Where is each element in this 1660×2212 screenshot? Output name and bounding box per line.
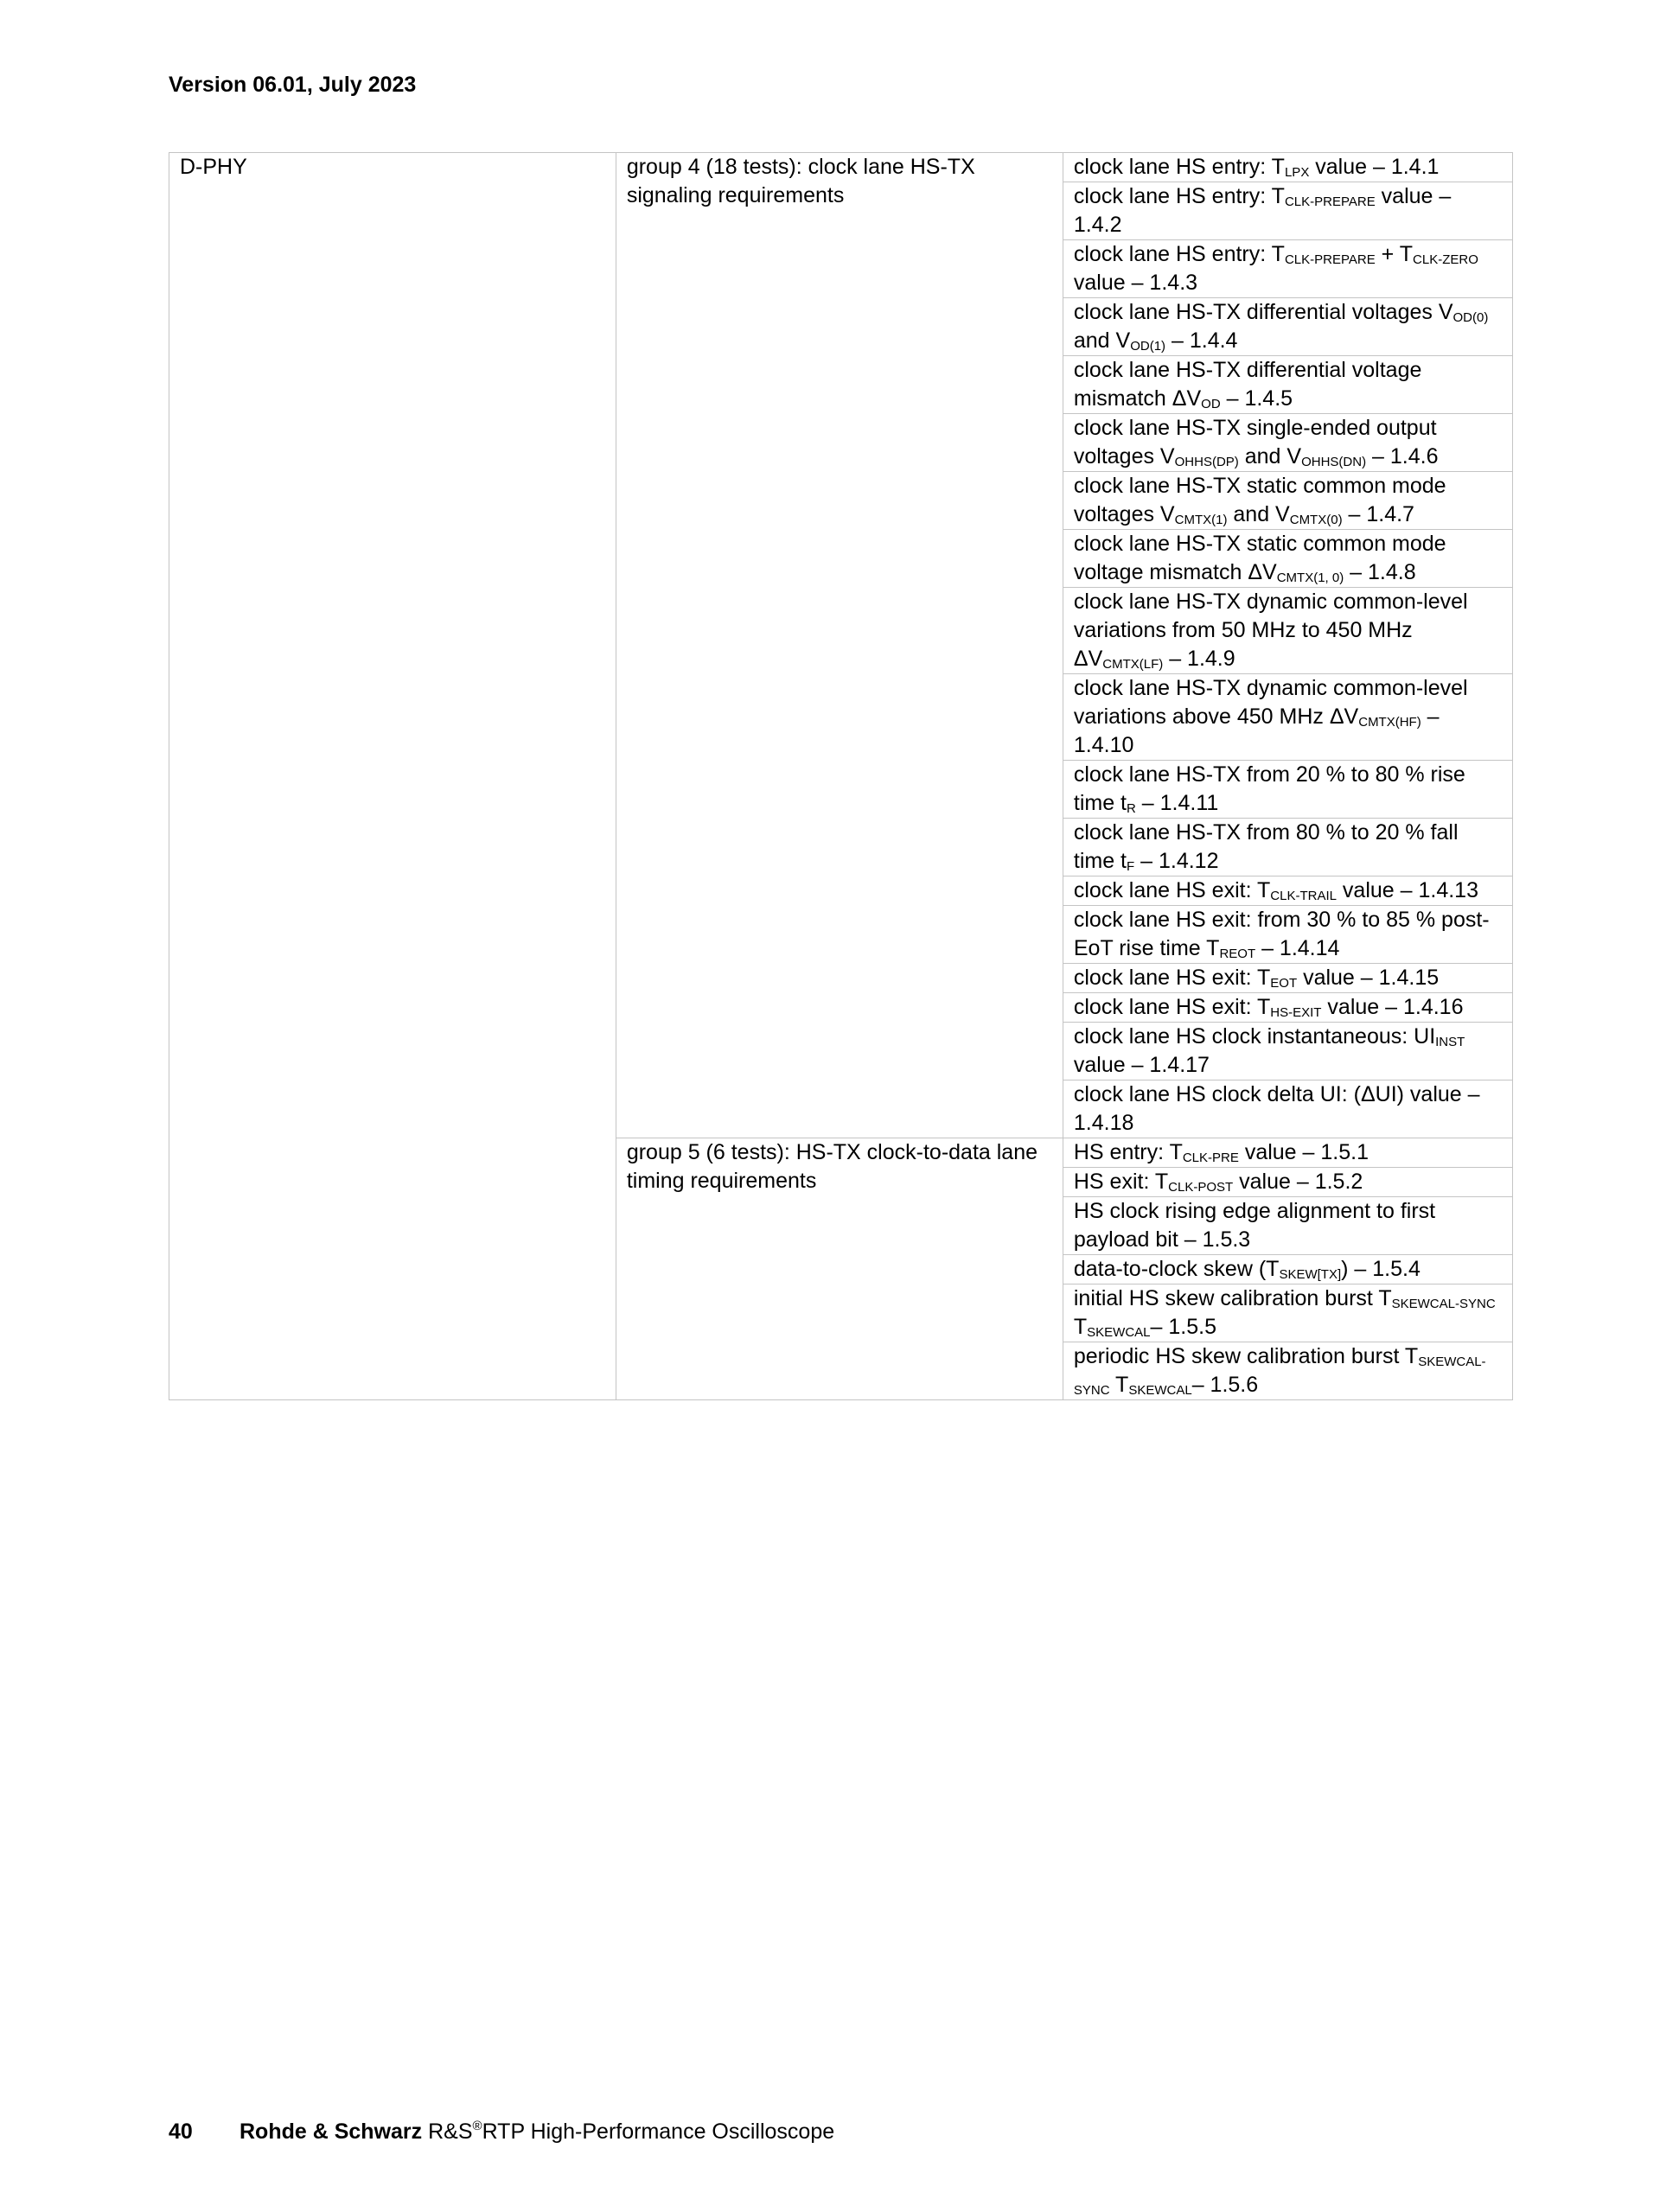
test-cell: clock lane HS clock delta UI: (ΔUI) value – 1.4.18 [1063,1081,1512,1138]
subscript: CLK-ZERO [1413,252,1478,267]
subscript: OD [1201,397,1221,411]
subscript: REOT [1219,947,1256,961]
subscript: CLK-PREPARE [1284,252,1376,267]
test-cell: clock lane HS-TX differential voltages $V_{OD(0)}$ and $V_{OD(1)} - 1.4.4$ [1063,298,1512,356]
subscript: OD(0) [1452,310,1489,325]
test-cell: HS clock rising edge alignment to first payload bit – 1.5.3 [1063,1197,1512,1255]
subscript: CMTX(LF) [1102,657,1164,672]
subscript: OHHS(DN) [1301,455,1367,469]
test-cell: clock lane HS entry: $T_{CLK-PREPARE}$ value – 1.4.2 [1063,182,1512,240]
subscript: OHHS(DP) [1174,455,1239,469]
subscript: HS-EXIT [1270,1005,1322,1020]
spec-table [169,152,1513,1400]
test-cell: clock lane HS-TX dynamic common-level variations from 50 MHz to 450 MHz $\Delta V_{CMTX(LF)} - 1.4.9$ [1063,588,1512,674]
footer-product-prefix: R&S [422,2120,473,2144]
test-cell: clock lane HS exit: $T_{HS-EXIT}$ value – 1.4.16 [1063,993,1512,1023]
subscript: CMTX(1, 0) [1276,571,1344,585]
subscript: CLK-PREPARE [1284,194,1376,209]
test-cell: clock lane HS clock instantaneous: $UI_{INST}$ value – 1.4.17 [1063,1023,1512,1081]
subscript: SKEW[TX] [1279,1267,1342,1282]
category-cell: D-PHY [169,153,616,1400]
subscript: CLK-POST [1168,1180,1234,1195]
subscript: CLK-TRAIL [1270,889,1337,903]
test-cell: clock lane HS entry: $T_{CLK-PREPARE} + T_{CLK-ZERO}$ value – 1.4.3 [1063,240,1512,298]
group-cell: group 5 (6 tests): HS-TX clock-to-data lane timing requirements [616,1138,1063,1400]
page-footer [169,2120,834,2145]
table-row [169,153,1513,182]
test-cell: HS entry: $T_{CLK-PRE}$ value – 1.5.1 [1063,1138,1512,1168]
page-header: Version 06.01, July 2023 [169,73,417,97]
subscript: CMTX(0) [1289,513,1343,527]
test-cell: clock lane HS exit: $T_{CLK-TRAIL}$ value – 1.4.13 [1063,877,1512,906]
test-cell: clock lane HS-TX differential voltage mismatch $\Delta V_{OD} - 1.4.5$ [1063,356,1512,414]
test-cell: clock lane HS exit: from 30 % to 85 % post-EoT rise time $T_{REOT} - 1.4.14$ [1063,906,1512,964]
subscript: SKEWCAL-SYNC [1391,1297,1496,1311]
subscript: OD(1) [1130,339,1166,354]
subscript: CMTX(HF) [1358,715,1421,730]
test-cell: initial HS skew calibration burst $T_{SKEWCAL-SYNC}$ $T_{SKEWCAL}-$ 1.5.5 [1063,1284,1512,1342]
test-cell: HS exit: $T_{CLK-POST}$ value – 1.5.2 [1063,1168,1512,1197]
test-cell: clock lane HS-TX static common mode voltages $V_{CMTX(1)}$ and $V_{CMTX(0)} - 1.4.7$ [1063,472,1512,530]
subscript: SKEWCAL [1087,1325,1151,1340]
test-cell: clock lane HS-TX from 20 % to 80 % rise time $t_R - 1.4.11$ [1063,761,1512,819]
test-cell: clock lane HS-TX static common mode voltage mismatch $\Delta V_{CMTX(1, 0)} - 1.4.8$ [1063,530,1512,588]
test-cell: clock lane HS-TX single-ended output voltages $V_{OHHS(DP)}$ and $V_{OHHS(DN)} - 1.4.6$ [1063,414,1512,472]
subscript: R [1127,801,1136,816]
test-cell: clock lane HS-TX dynamic common-level variations above 450 MHz $\Delta V_{CMTX(HF)} - 1.4.10$ [1063,674,1512,761]
subscript: INST [1435,1035,1465,1049]
subscript: F [1127,859,1135,874]
footer-brand: Rohde & Schwarz [239,2120,423,2144]
group-cell: group 4 (18 tests): clock lane HS-TX signaling requirements [616,153,1063,1138]
subscript: EOT [1270,976,1298,991]
subscript: CLK-PRE [1182,1151,1239,1165]
subscript: LPX [1284,165,1310,180]
test-cell: periodic HS skew calibration burst $T_{SKEWCAL-SYNC}$ $T_{SKEWCAL}-$ 1.5.6 [1063,1342,1512,1400]
registered-mark: ® [472,2119,482,2133]
page-number: 40 [169,2120,193,2144]
subscript: SKEWCAL [1128,1383,1192,1398]
test-cell: clock lane HS-TX from 80 % to 20 % fall time $t_F - 1.4.12$ [1063,819,1512,877]
test-cell: clock lane HS exit: $T_{EOT}$ value – 1.4.15 [1063,964,1512,993]
test-cell: clock lane HS entry: $T_{LPX}$ value – 1.4.1 [1063,153,1512,182]
test-cell: data-to-clock skew $(T_{SKEW[TX]}) - 1.5.4$ [1063,1255,1512,1284]
subscript: CMTX(1) [1174,513,1228,527]
subscript: SKEWCAL-SYNC [1073,1355,1486,1398]
footer-product-suffix: RTP High-Performance Oscilloscope [482,2120,835,2144]
